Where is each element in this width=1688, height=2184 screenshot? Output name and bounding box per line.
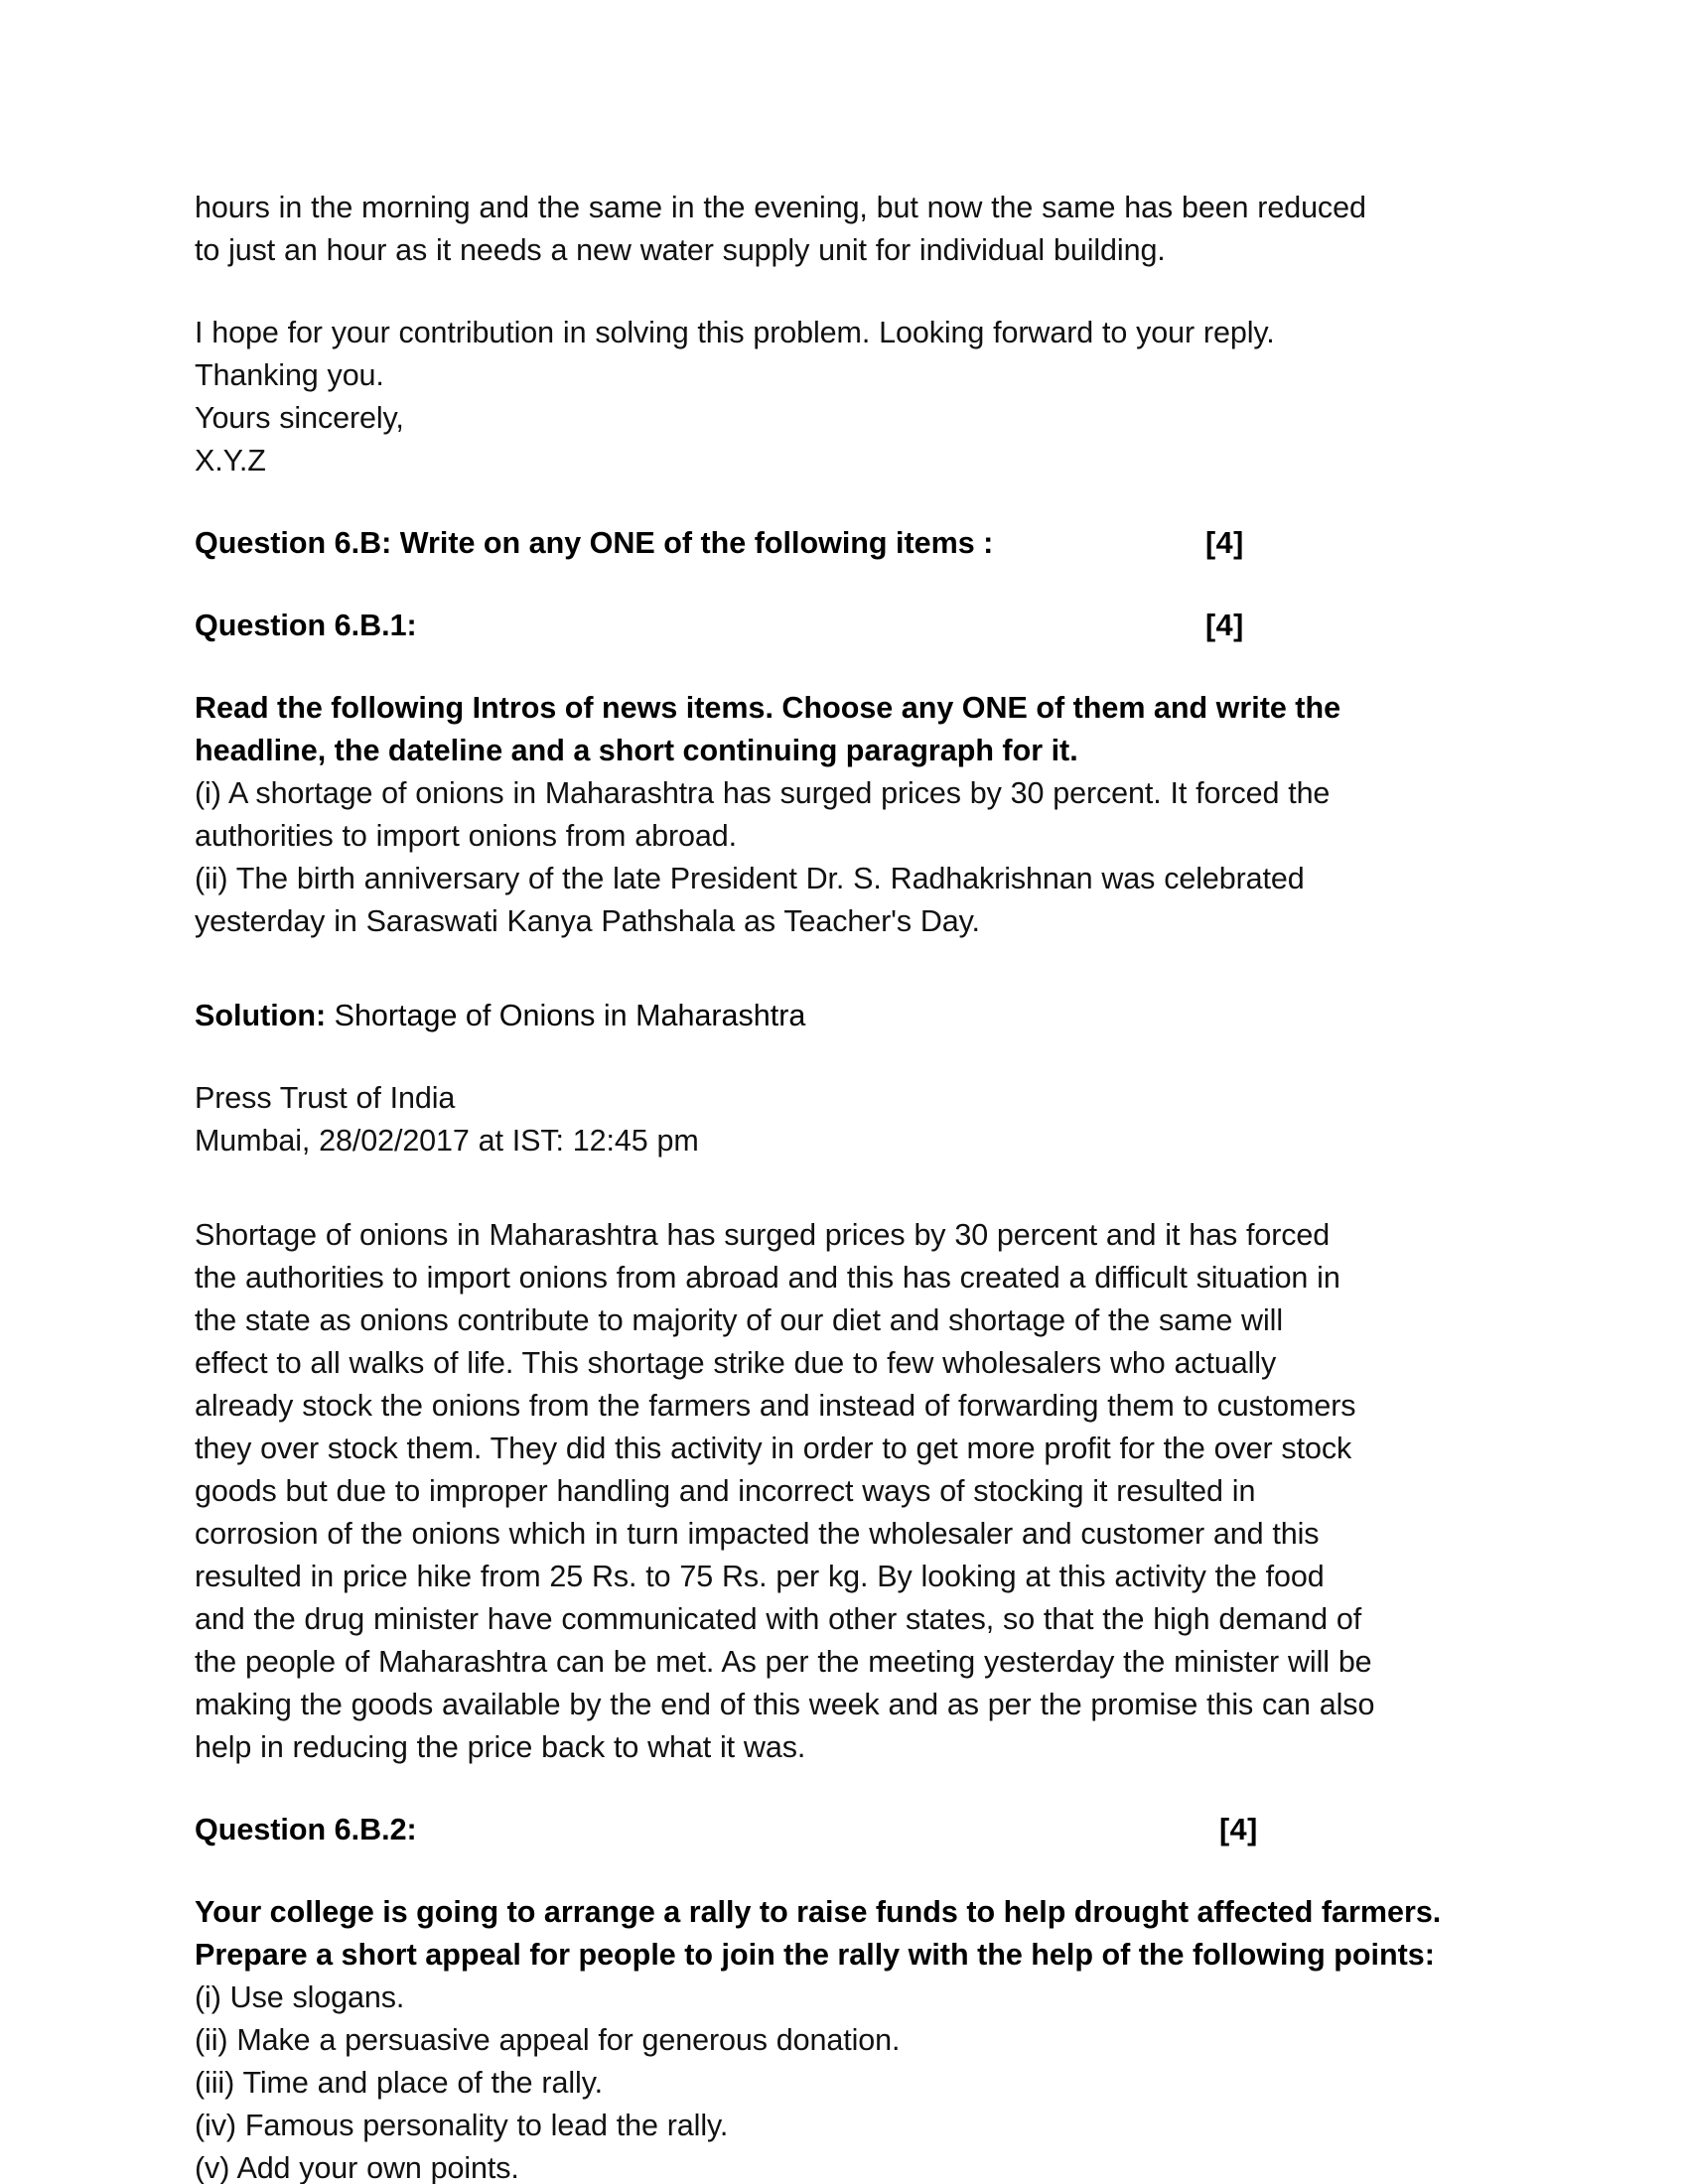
solution-body-line: Shortage of onions in Maharashtra has surged prices by 30 percent and it has forced [195, 1218, 1331, 1252]
solution-body-line: corrosion of the onions which in turn impacted the wholesaler and customer and this [195, 1517, 1320, 1551]
list-item: (ii) Make a persuasive appeal for generous donation. [195, 2023, 901, 2057]
letter-closing-line-1: I hope for your contribution in solving this problem. Looking forward to your reply. [195, 316, 1275, 349]
solution-body-line: help in reducing the price back to what it was. [195, 1730, 806, 1764]
news-agency: Press Trust of India [195, 1081, 456, 1115]
spacer [195, 272, 1485, 312]
page-content [195, 187, 1485, 2184]
solution-body-line: making the goods available by the end of this week and as per the promise this can also [195, 1688, 1375, 1721]
question-6b2-heading: Question 6.B.2: [195, 1813, 417, 1846]
question-6b1-marks: [4] [1205, 609, 1244, 642]
solution-headline: Shortage of Onions in Maharashtra [326, 999, 806, 1032]
question-6b1-instruction-line-1: Read the following Intros of news items. Choose any ONE of them and write the [195, 691, 1341, 725]
solution-body-line: the people of Maharashtra can be met. As per the meeting yesterday the minister will be [195, 1645, 1372, 1679]
question-6b1-instruction [195, 687, 1485, 772]
solution-body-line: and the drug minister have communicated with other states, so that the high demand of [195, 1602, 1362, 1636]
question-6b2-instruction-line-1: Your college is going to arrange a rally to raise funds to help drought affected farmers. [195, 1895, 1442, 1929]
letter-closing-line-2: Thanking you. [195, 358, 384, 392]
solution-headline-row [195, 995, 1485, 1037]
solution-body-line: the state as onions contribute to majority of our diet and shortage of the same will [195, 1303, 1284, 1337]
question-6b2-marks: [4] [1219, 1813, 1258, 1846]
question-6b1-instruction-line-2: headline, the dateline and a short continuing paragraph for it. [195, 734, 1078, 767]
solution-body-line: the authorities to import onions from abroad and this has created a difficult situation in [195, 1261, 1340, 1295]
spacer [195, 482, 1485, 522]
question-6b-heading: Question 6.B: Write on any ONE of the following items : [195, 526, 994, 560]
list-item: (i) Use slogans. [195, 1980, 405, 2014]
question-6b2-points-list [195, 1977, 1485, 2184]
letter-closing-block [195, 312, 1485, 482]
list-item: (v) Add your own points. [195, 2151, 519, 2184]
question-6b2-heading-row [195, 1809, 1485, 1851]
question-6b1-heading-row [195, 605, 1485, 647]
solution-body-line: resulted in price hike from 25 Rs. to 75 Rs. per kg. By looking at this activity the food [195, 1560, 1325, 1593]
list-item: (iii) Time and place of the rally. [195, 2066, 603, 2100]
solution-dateline-block [195, 1077, 1485, 1162]
letter-signature: X.Y.Z [195, 444, 266, 478]
spacer [195, 1037, 1485, 1077]
solution-body-paragraph [195, 1214, 1485, 1769]
spacer [195, 1769, 1485, 1809]
news-dateline: Mumbai, 28/02/2017 at IST: 12:45 pm [195, 1124, 699, 1158]
solution-label: Solution: [195, 999, 327, 1032]
list-item: (iv) Famous personality to lead the rally. [195, 2109, 729, 2142]
intro-item-2-line-2: yesterday in Saraswati Kanya Pathshala as Teacher's Day. [195, 904, 980, 938]
intro-item-1-line-1: (i) A shortage of onions in Maharashtra has surged prices by 30 percent. It forced the [195, 776, 1331, 810]
solution-body-line: goods but due to improper handling and incorrect ways of stocking it resulted in [195, 1474, 1256, 1508]
solution-body-line: already stock the onions from the farmers and instead of forwarding them to customers [195, 1389, 1356, 1423]
spacer [195, 1851, 1485, 1891]
intro-item-2-line-1: (ii) The birth anniversary of the late President Dr. S. Radhakrishnan was celebrated [195, 862, 1305, 895]
spacer [195, 647, 1485, 687]
intro-item-1-line-2: authorities to import onions from abroad. [195, 819, 737, 853]
spacer [195, 565, 1485, 605]
question-6b-heading-row [195, 522, 1485, 565]
question-6b1-intro-item-1 [195, 772, 1485, 858]
spacer [195, 943, 1485, 995]
letter-tail-line-1: hours in the morning and the same in the evening, but now the same has been reduced [195, 191, 1366, 224]
solution-body-line: they over stock them. They did this activity in order to get more profit for the over stock [195, 1432, 1352, 1465]
letter-tail-line-2: to just an hour as it needs a new water supply unit for individual building. [195, 233, 1166, 267]
question-6b2-instruction [195, 1891, 1485, 1977]
solution-body-line: effect to all walks of life. This shortage strike due to few wholesalers who actually [195, 1346, 1277, 1380]
question-6b2-instruction-line-2: Prepare a short appeal for people to join the rally with the help of the following points: [195, 1938, 1435, 1972]
letter-tail-paragraph [195, 187, 1485, 272]
letter-closing-line-3: Yours sincerely, [195, 401, 404, 435]
question-6b1-heading: Question 6.B.1: [195, 609, 417, 642]
question-6b-marks: [4] [1205, 526, 1244, 560]
question-6b1-intro-item-2 [195, 858, 1485, 943]
spacer [195, 1162, 1485, 1214]
